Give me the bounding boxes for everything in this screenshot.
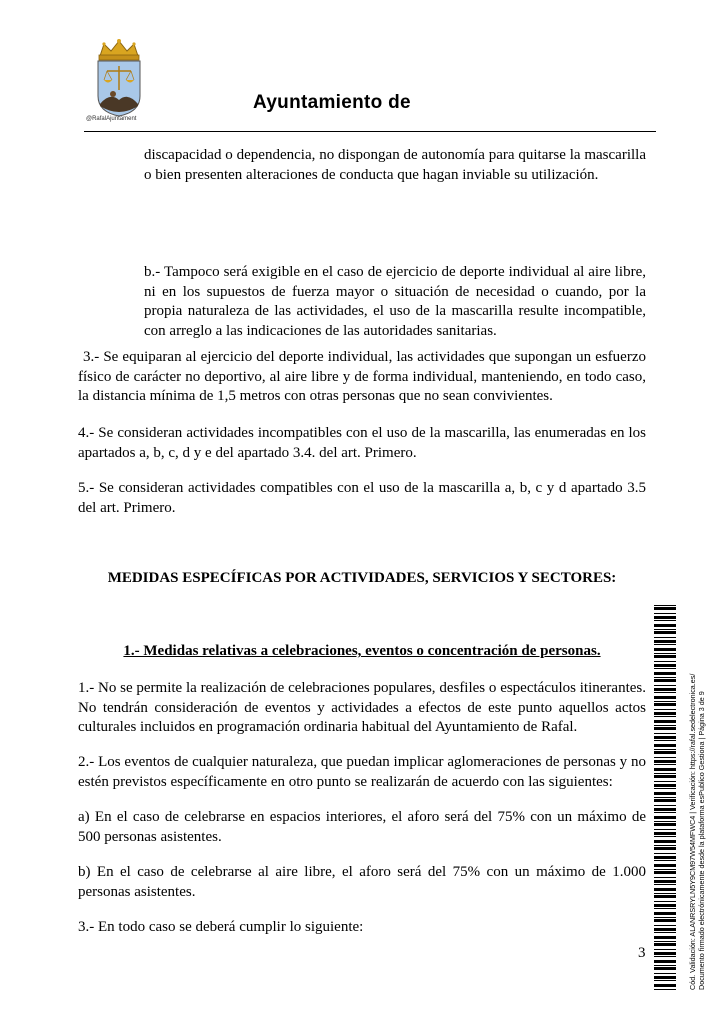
barcode-bar	[654, 720, 676, 723]
barcode-bar	[654, 805, 676, 806]
verification-line-2: Documento firmado electrónicamente desde la plataforma esPublico Gestiona | Página 3 de 9	[697, 691, 706, 990]
barcode-bar	[654, 703, 676, 706]
barcode-bar	[654, 757, 676, 758]
paragraph-disability: discapacidad o dependencia, no dispongan de autonomía para quitarse la mascarilla o bien presenten alteraciones de conducta que hagan inviable su utilización.	[144, 147, 646, 183]
barcode-bar	[654, 829, 676, 830]
barcode-bar	[654, 637, 676, 638]
barcode-bar	[654, 664, 676, 667]
barcode-bar	[654, 960, 676, 963]
barcode-bar	[654, 620, 676, 621]
barcode-bar	[654, 901, 676, 902]
verification-text	[688, 674, 706, 990]
coat-of-arms-logo	[86, 38, 152, 128]
paragraph-sports-exemption: b.- Tampoco será exigible en el caso de ejercicio de deporte individual al aire libre, ni en los supuestos de fuerza mayor o situación de necesidad o cuando, por la propia naturaleza de las actividades, el uso de la mascarilla resulte incompatible, con arreglo a las indicaciones de las autoridades sanitarias.	[144, 264, 646, 339]
barcode-bar	[654, 631, 676, 634]
verification-barcode	[654, 605, 676, 990]
paragraph-requirements: 3.- En todo caso se deberá cumplir lo siguiente:	[78, 919, 364, 935]
barcode-bar	[654, 871, 676, 874]
barcode-bar	[654, 736, 676, 739]
barcode-bar	[654, 751, 676, 754]
barcode-bar	[654, 973, 676, 974]
section-subheading: 1.- Medidas relativas a celebraciones, eventos o concentración de personas.	[123, 643, 601, 659]
barcode-bar	[654, 661, 676, 662]
section-heading: MEDIDAS ESPECÍFICAS POR ACTIVIDADES, SERVICIOS Y SECTORES:	[107, 570, 617, 586]
barcode-bar	[654, 989, 676, 990]
barcode-bar	[654, 701, 676, 702]
barcode-bar	[654, 788, 676, 789]
barcode-bar	[654, 760, 676, 763]
barcode-bar	[654, 792, 676, 795]
barcode-bar	[654, 744, 676, 747]
barcode-bar	[654, 840, 676, 843]
barcode-bar	[654, 823, 676, 826]
barcode-bar	[654, 821, 676, 822]
paragraph-compatible: 5.- Se consideran actividades compatibles con el uso de la mascarilla a, b, c y d apartado 3.5 del art. Primero.	[78, 480, 646, 516]
barcode-bar	[654, 912, 676, 915]
barcode-bar	[654, 932, 676, 933]
barcode-bar	[654, 984, 676, 987]
barcode-bar	[654, 877, 676, 878]
paragraph-events: 2.- Los eventos de cualquier naturaleza, que puedan implicar aglomeraciones de personas y no estén previstos específicamente en otro punto se realizarán de acuerdo con las siguientes:	[78, 754, 646, 790]
barcode-bar	[654, 904, 676, 907]
barcode-bar	[654, 908, 676, 909]
paragraph-physical-effort: 3.- Se equiparan al ejercicio del deporte individual, las actividades que supongan un esfuerzo físico de carácter no deportivo, al aire libre y de forma individual, manteniendo, en todo caso, la distancia mínima de 1,5 metros con otras personas que no sean convivientes.	[78, 349, 646, 405]
barcode-bar	[654, 781, 676, 782]
barcode-bar	[654, 613, 676, 614]
barcode-bar	[654, 893, 676, 894]
barcode-bar	[654, 712, 676, 715]
paragraph-outdoor-capacity: b) En el caso de celebrarse al aire libre, el aforo será del 75% con un máximo de 1.000 personas asistentes.	[78, 864, 646, 900]
barcode-bar	[654, 919, 676, 922]
barcode-bar	[654, 864, 676, 867]
paragraph-celebrations: 1.- No se permite la realización de celebraciones populares, desfiles o espectáculos itinerantes. No tendrán consideración de eventos y actividades a efectos de este punto aquellos actos culturales incluidos en programación ordinaria habitual del Ayuntamiento de Rafal.	[78, 680, 646, 736]
barcode-bar	[654, 768, 676, 771]
barcode-bar	[654, 976, 676, 979]
barcode-bar	[654, 672, 676, 675]
barcode-bar	[654, 624, 676, 627]
barcode-bar	[654, 740, 676, 741]
barcode-bar	[654, 847, 676, 850]
barcode-bar	[654, 725, 676, 726]
barcode-bar	[654, 775, 676, 778]
verification-line-1: Cód. Validación: ALANRSRYLN5Y9CM97W54MFWC4 | Verificación: https://rafal.sedelectronica.es/	[688, 673, 697, 990]
paragraph-incompatible: 4.- Se consideran actividades incompatibles con el uso de la mascarilla, las enumeradas en los apartados a, b, c, d y e del apartado 3.4. del art. Primero.	[78, 425, 646, 461]
barcode-bar	[654, 943, 676, 946]
barcode-bar	[654, 644, 676, 645]
barcode-bar	[654, 716, 676, 717]
barcode-bar	[654, 607, 676, 610]
barcode-bar	[654, 928, 676, 931]
barcode-bar	[654, 965, 676, 966]
barcode-bar	[654, 696, 676, 699]
barcode-bar	[654, 605, 676, 606]
barcode-bar	[654, 836, 676, 837]
logo-caption: @RafalAjuntament	[86, 116, 137, 122]
header-divider	[84, 131, 656, 132]
barcode-bar	[654, 764, 676, 765]
barcode-bar	[654, 917, 676, 918]
barcode-bar	[654, 888, 676, 891]
barcode-bar	[654, 784, 676, 787]
barcode-bar	[654, 925, 676, 926]
barcode-bar	[654, 688, 676, 691]
barcode-bar	[654, 773, 676, 774]
paragraph-indoor-capacity: a) En el caso de celebrarse en espacios interiores, el aforo será del 75% con un máximo de 500 personas asistentes.	[78, 809, 646, 845]
barcode-bar	[654, 727, 676, 730]
barcode-bar	[654, 812, 676, 813]
barcode-bar	[654, 648, 676, 651]
barcode-bar	[654, 895, 676, 898]
barcode-bar	[654, 749, 676, 750]
barcode-bar	[654, 884, 676, 885]
barcode-bar	[654, 816, 676, 819]
barcode-bar	[654, 845, 676, 846]
barcode-bar	[654, 653, 676, 654]
barcode-bar	[654, 668, 676, 669]
barcode-bar	[654, 856, 676, 859]
page-number: 3	[638, 945, 646, 961]
barcode-bar	[654, 949, 676, 950]
barcode-bar	[654, 677, 676, 678]
barcode-bar	[654, 941, 676, 942]
barcode-bar	[654, 640, 676, 643]
barcode-bar	[654, 685, 676, 686]
barcode-bar	[654, 655, 676, 658]
barcode-bar	[654, 733, 676, 734]
barcode-bar	[654, 860, 676, 861]
barcode-bar	[654, 679, 676, 682]
barcode-bar	[654, 956, 676, 957]
barcode-bar	[654, 936, 676, 939]
barcode-bar	[654, 797, 676, 798]
barcode-bar	[654, 952, 676, 955]
barcode-bar	[654, 799, 676, 802]
barcode-bar	[654, 629, 676, 630]
barcode-bar	[654, 832, 676, 835]
header-title: Ayuntamiento de	[253, 92, 411, 113]
barcode-bar	[654, 869, 676, 870]
barcode-bar	[654, 616, 676, 619]
barcode-bar	[654, 808, 676, 811]
barcode-bar	[654, 853, 676, 854]
barcode-bar	[654, 967, 676, 970]
barcode-bar	[654, 880, 676, 883]
barcode-bar	[654, 692, 676, 693]
barcode-bar	[654, 709, 676, 710]
barcode-bar	[654, 980, 676, 981]
